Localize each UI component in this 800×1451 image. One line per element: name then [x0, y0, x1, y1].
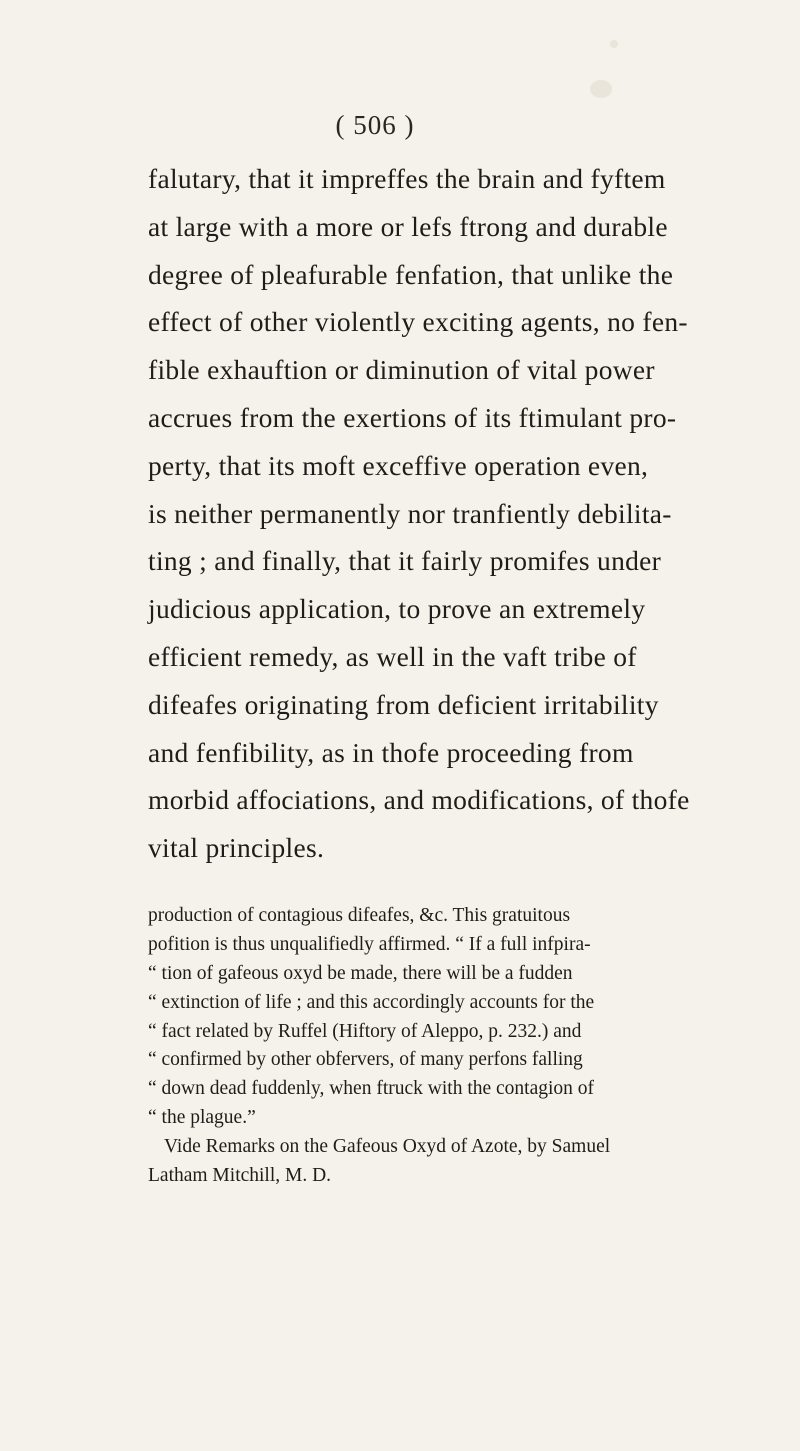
main-paragraph	[148, 155, 788, 872]
paper-stain	[590, 80, 612, 98]
footnote-citation-line: Vide Remarks on the Gafeous Oxyd of Azote, by Samuel	[164, 1136, 611, 1158]
body-line: is neither permanently nor tranfiently debilita-	[148, 497, 672, 529]
body-line: judicious application, to prove an extremely	[148, 593, 646, 625]
body-line: at large with a more or lefs ftrong and durable	[148, 210, 668, 242]
footnote-citation-line: Latham Mitchill, M. D.	[148, 1165, 332, 1187]
body-line: fible exhauftion or diminution of vital power	[148, 354, 655, 386]
footnote-line: production of contagious difeafes, &c. This gratuitous	[148, 905, 571, 926]
footnote	[148, 902, 788, 1191]
body-line: perty, that its moft exceffive operation even,	[148, 449, 649, 481]
footnote-line: “ extinction of life ; and this accordingly accounts for the	[148, 991, 595, 1013]
body-line: vital principles.	[148, 832, 325, 864]
body-line: falutary, that it impreffes the brain and fyftem	[148, 163, 666, 194]
footnote-line: pofition is thus unqualifiedly affirmed. “ If a full infpira-	[148, 933, 591, 955]
body-line: and fenfibility, as in thofe proceeding from	[148, 736, 634, 768]
body-line: ting ; and finally, that it fairly promifes under	[148, 545, 662, 577]
footnote-line: “ fact related by Ruffel (Hiftory of Aleppo, p. 232.) and	[148, 1020, 582, 1042]
body-line: degree of pleafurable fenfation, that unlike the	[148, 258, 674, 290]
footnote-line: “ down dead fuddenly, when ftruck with the contagion of	[148, 1078, 595, 1100]
body-line: accrues from the exertions of its ftimulant pro-	[148, 401, 677, 433]
body-line: morbid affociations, and modifications, of thofe	[148, 784, 690, 816]
body-line: effect of other violently exciting agents, no fen-	[148, 306, 688, 338]
body-line: efficient remedy, as well in the vaft tribe of	[148, 640, 637, 672]
paper-stain	[610, 40, 618, 48]
footnote-line: “ tion of gafeous oxyd be made, there will be a fudden	[148, 962, 573, 984]
footnote-line: “ the plague.”	[148, 1107, 256, 1129]
body-line: difeafes originating from deficient irritability	[148, 688, 659, 720]
footnote-line: “ confirmed by other obfervers, of many perfons falling	[148, 1049, 583, 1071]
page-number: ( 506 )	[335, 110, 415, 140]
